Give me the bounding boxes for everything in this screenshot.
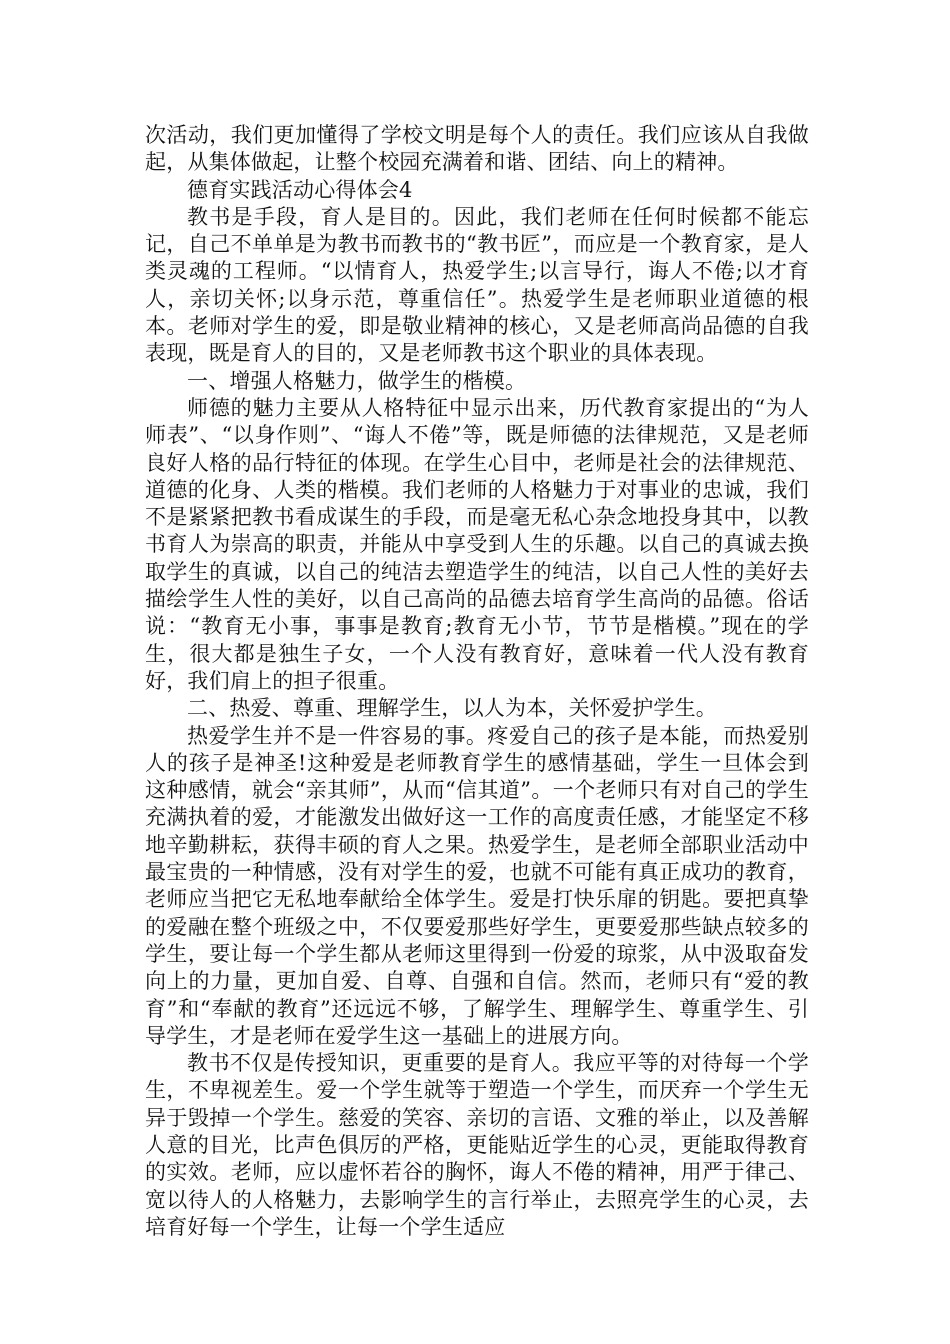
section-heading: 德育实践活动心得体会4	[187, 177, 413, 202]
document-page	[145, 122, 809, 1241]
subheading-two: 二、热爱、尊重、理解学生，以人为本，关怀爱护学生。	[187, 696, 717, 721]
paragraph-intro: 教书是手段，育人是目的。因此，我们老师在任何时候都不能忘记，自己不单单是为教书而教书的“教书匠”，而应是一个教育家，是人类灵魂的工程师。“以情育人，热爱学生;以言导行，诲人不倦;以才育人，亲切关怀;以身示范，尊重信任”。热爱学生是老师职业道德的根本。老师对学生的爱，即是敬业精神的核心，又是老师高尚品德的自我表现，既是育人的目的，又是老师教书这个职业的具体表现。	[145, 204, 809, 366]
paragraph-continuation: 次活动，我们更加懂得了学校文明是每个人的责任。我们应该从自我做起，从集体做起，让整个校园充满着和谐、团结、向上的精神。	[145, 123, 809, 175]
paragraph-body: 热爱学生并不是一件容易的事。疼爱自己的孩子是本能，而热爱别人的孩子是神圣!这种爱是老师教育学生的感情基础，学生一旦体会到这种感情，就会“亲其师”，从而“信其道”。一个老师只有对自己的学生充满执着的爱，才能激发出做好这一工作的高度责任感，才能坚定不移地辛勤耕耘，获得丰硕的育人之果。热爱学生，是老师全部职业活动中最宝贵的一种情感，没有对学生的爱，也就不可能有真正成功的教育，老师应当把它无私地奉献给全体学生。爱是打快乐扉的钥匙。要把真挚的爱融在整个班级之中，不仅要爱那些好学生，更要爱那些缺点较多的学生，要让每一个学生都从老师这里得到一份爱的琼浆，从中汲取奋发向上的力量，更加自爱、自尊、自强和自信。然而，老师只有“爱的教育”和“奉献的教育”还远远不够，了解学生、理解学生、尊重学生、引导学生，才是老师在爱学生这一基础上的进展方向。	[145, 723, 809, 1048]
subheading-one: 一、增强人格魅力，做学生的楷模。	[187, 368, 527, 393]
paragraph-body: 师德的魅力主要从人格特征中显示出来，历代教育家提出的“为人师表”、“以身作则”、“诲人不倦”等，既是师德的法律规范，又是老师良好人格的品行特征的体现。在学生心目中，老师是社会的法律规范、道德的化身、人类的楷模。我们老师的人格魅力于对事业的忠诚，我们不是紧紧把教书看成谋生的手段，而是毫无私心杂念地投身其中，以教书育人为崇高的职责，并能从中享受到人生的乐趣。以自己的真诚去换取学生的真诚，以自己的纯洁去塑造学生的纯洁，以自己人性的美好去描绘学生人性的美好，以自己高尚的品德去培育学生高尚的品德。俗话说：“教育无小事，事事是教育;教育无小节，节节是楷模。”现在的学生，很大都是独生子女，一个人没有教育好，意味着一代人没有教育好，我们肩上的担子很重。	[145, 395, 809, 693]
paragraph-body: 教书不仅是传授知识，更重要的是育人。我应平等的对待每一个学生，不卑视差生。爱一个学生就等于塑造一个学生，而厌弃一个学生无异于毁掉一个学生。慈爱的笑容、亲切的言语、文雅的举止，以及善解人意的目光，比声色俱厉的严格，更能贴近学生的心灵，更能取得教育的实效。老师，应以虚怀若谷的胸怀，诲人不倦的精神，用严于律己、宽以待人的人格魅力，去影响学生的言行举止，去照亮学生的心灵，去培育好每一个学生，让每一个学生适应	[145, 1051, 809, 1239]
